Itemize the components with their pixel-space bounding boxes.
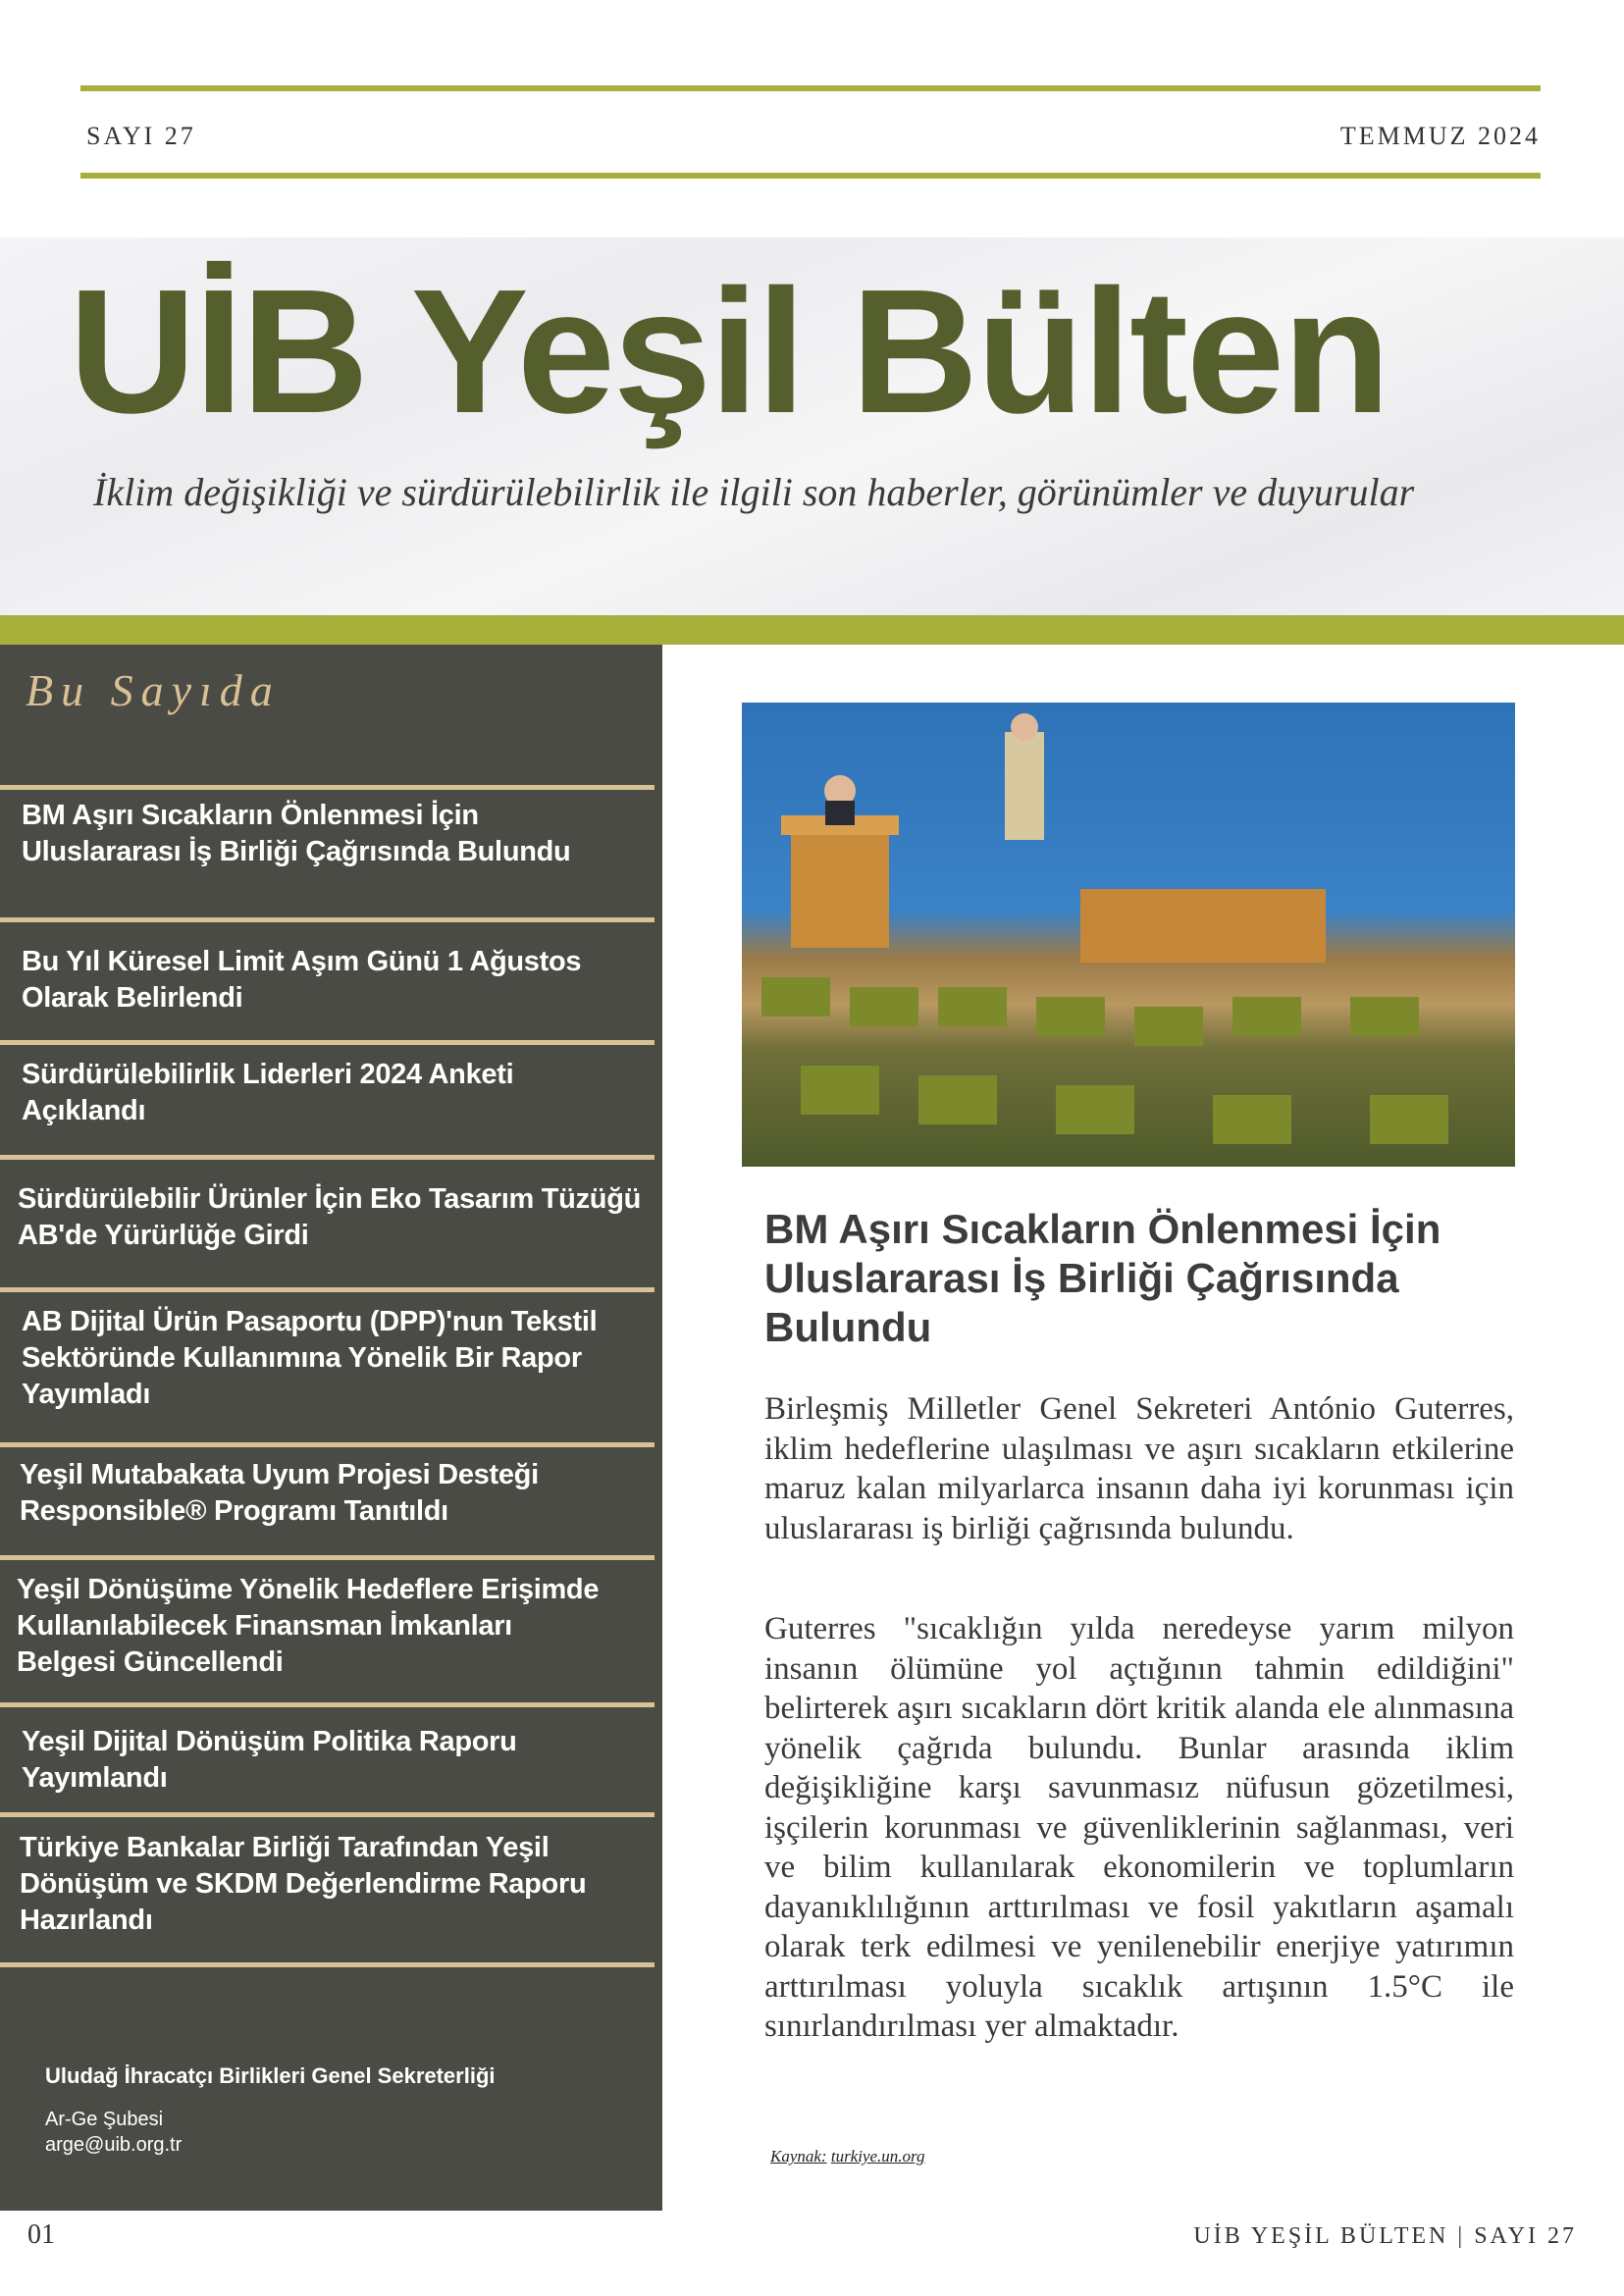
contents-item[interactable]: Yeşil Mutabakata Uyum Projesi Desteği Responsible® Programı Tanıtıldı	[20, 1459, 539, 1527]
contents-heading: Bu Sayıda	[26, 665, 281, 715]
organization-name: Uludağ İhracatçı Birlikleri Genel Sekreterliği	[45, 2063, 496, 2088]
green-band	[0, 615, 1624, 645]
department-name: Ar-Ge Şubesi	[45, 2109, 164, 2130]
contents-item[interactable]: Yeşil Dijital Dönüşüm Politika Raporu Yayımlandı	[22, 1726, 517, 1794]
contents-item[interactable]: Türkiye Bankalar Birliği Tarafından Yeşil Dönüşüm ve SKDM Değerlendirme Raporu Hazırlandı	[20, 1832, 587, 1936]
divider	[0, 1962, 655, 1967]
divider	[0, 785, 655, 790]
contact-email[interactable]: arge@uib.org.tr	[45, 2134, 183, 2156]
source-link[interactable]: turkiye.un.org	[830, 2147, 925, 2166]
newsletter-title: UİB Yeşil Bülten	[69, 253, 1389, 450]
contents-item[interactable]: BM Aşırı Sıcakların Önlenmesi İçin Uluslararası İş Birliği Çağrısında Bulundu	[22, 800, 571, 867]
press-conference-photo	[742, 703, 1515, 1167]
divider	[0, 1812, 655, 1817]
issue-date: TEMMUZ 2024	[1339, 122, 1541, 150]
divider	[0, 1040, 655, 1045]
source-label: Kaynak:	[770, 2147, 827, 2166]
divider	[0, 917, 655, 922]
contents-sidebar	[0, 645, 662, 2211]
issue-number: SAYI 27	[86, 122, 196, 150]
article-paragraph: Birleşmiş Milletler Genel Sekreteri António Guterres, iklim hedeflerine ulaşılması ve aşırı sıcakların etkilerine maruz kalan milyarlarca insanın daha iyi korunması için uluslararası iş birliği çağrısında bulundu.	[764, 1391, 1514, 1546]
contents-item[interactable]: Sürdürülebilir Ürünler İçin Eko Tasarım Tüzüğü AB'de Yürürlüğe Girdi	[18, 1183, 642, 1251]
divider	[0, 1287, 655, 1292]
article-title: BM Aşırı Sıcakların Önlenmesi İçin Uluslararası İş Birliği Çağrısında Bulundu	[764, 1206, 1441, 1350]
contents-item[interactable]: AB Dijital Ürün Pasaportu (DPP)'nun Tekstil Sektöründe Kullanımına Yönelik Bir Rapor Yayımladı	[22, 1306, 598, 1410]
contents-item[interactable]: Bu Yıl Küresel Limit Aşım Günü 1 Ağustos Olarak Belirlendi	[22, 946, 582, 1014]
divider	[0, 1155, 655, 1160]
contents-item[interactable]: Sürdürülebilirlik Liderleri 2024 Anketi Açıklandı	[22, 1059, 514, 1126]
running-footer: UİB YEŞİL BÜLTEN | SAYI 27	[1193, 2223, 1577, 2249]
header-rule	[80, 173, 1541, 179]
article-paragraph: Guterres "sıcaklığın yılda neredeyse yarım milyon insanın ölümüne yol açtığının tahmin edildiğini" belirterek aşırı sıcakların dört kritik alanda ele alınmasına yönelik çağrıda bulundu. Bunlar arasında iklim değişikliğine karşı savunmasız nüfusun gözetilmesi, işçilerin korunması ve güvenliklerinin sağlanması, veri ve bilim kullanılarak ekonomilerin ve toplumların dayanıklılığının arttırılması ve fosil yakıtların aşamalı olarak terk edilmesi ve yenilenebilir enerjiye yatırımın arttırılması yoluyla sıcaklık artışının 1.5°C ile sınırlandırılması yer almaktadır.	[764, 1611, 1514, 2044]
article-source	[770, 2147, 925, 2166]
newsletter-subtitle: İklim değişikliği ve sürdürülebilirlik ile ilgili son haberler, görünümler ve duyurular	[93, 470, 1415, 514]
divider	[0, 1702, 655, 1707]
divider	[0, 1442, 655, 1447]
top-rule	[80, 85, 1541, 91]
contents-item[interactable]: Yeşil Dönüşüme Yönelik Hedeflere Erişimde Kullanılabilecek Finansman İmkanları Belgesi Güncellendi	[17, 1574, 600, 1678]
page-number: 01	[27, 2219, 55, 2250]
divider	[0, 1555, 655, 1560]
